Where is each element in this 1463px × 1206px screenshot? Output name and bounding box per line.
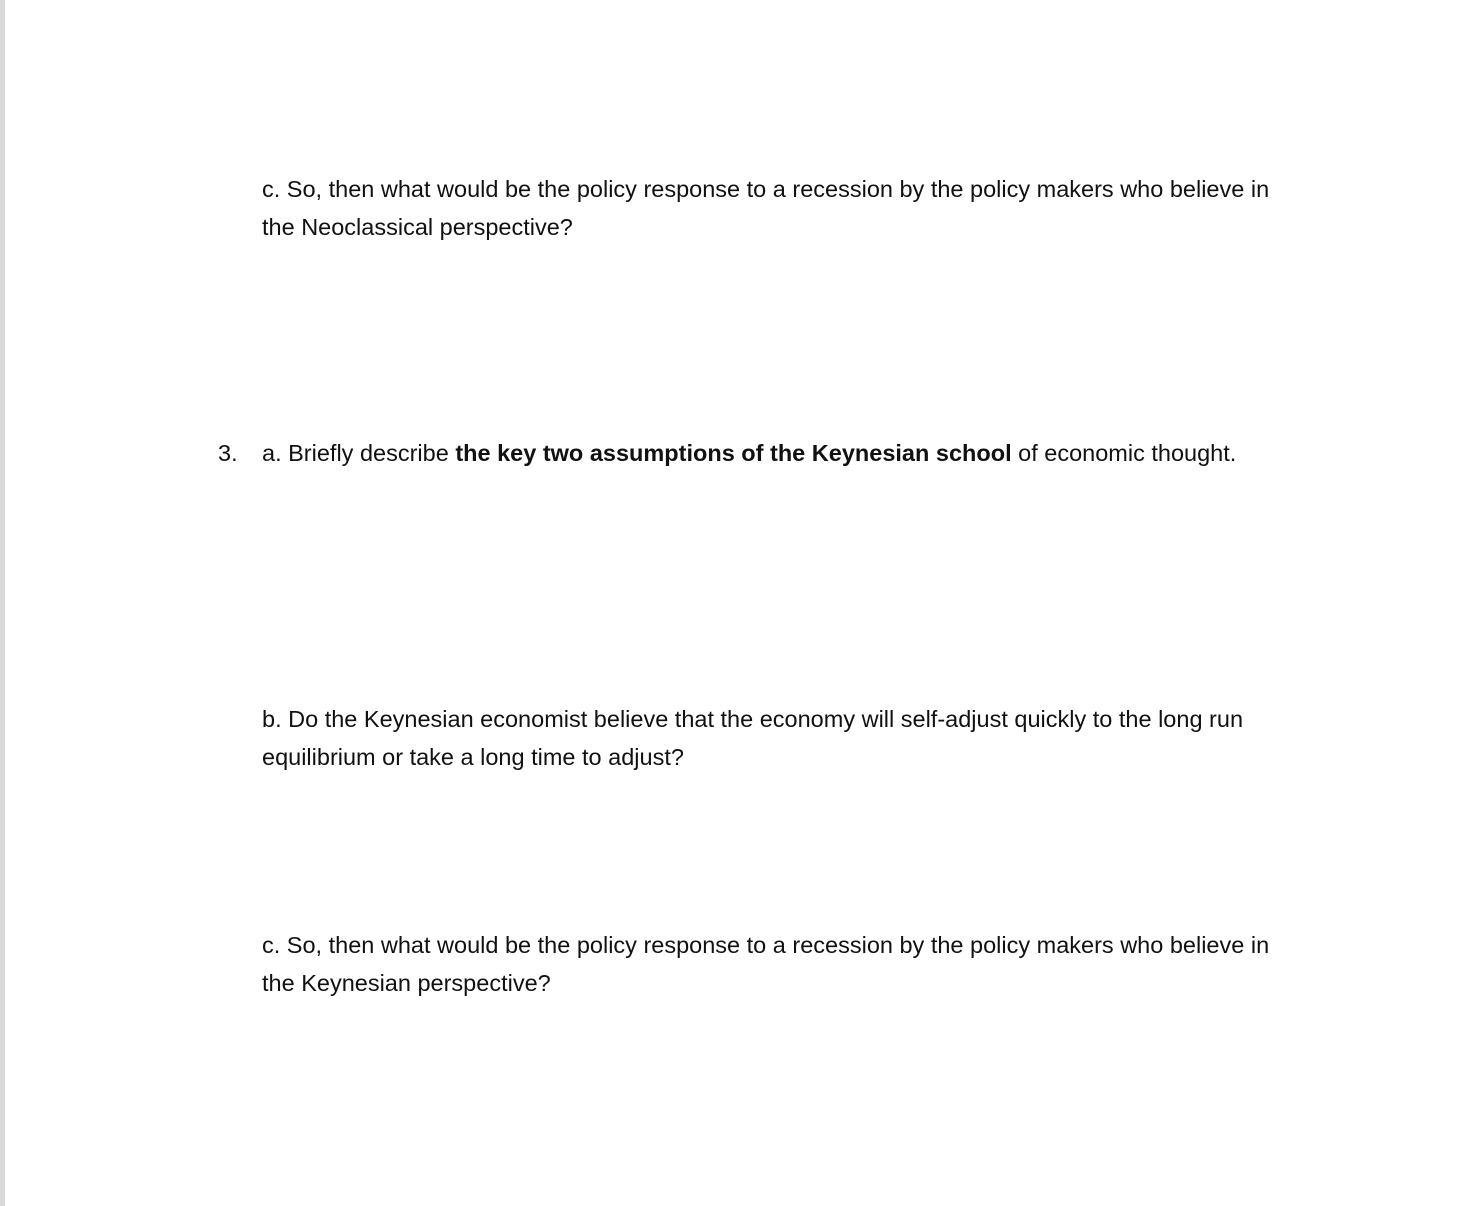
- question-3a-emphasis: the key two assumptions of the Keynesian school: [455, 440, 1012, 466]
- question-3b: b. Do the Keynesian economist believe that the economy will self-adjust quickly to the long run equilibrium or take a long time to adjust?: [262, 706, 1244, 770]
- question-3-number: 3.: [218, 440, 238, 466]
- question-3c: c. So, then what would be the policy response to a recession by the policy makers who believe in the Keynesian perspective?: [262, 932, 1270, 996]
- question-3a-prefix: a. Briefly describe: [262, 440, 456, 466]
- page-left-edge: [0, 0, 5, 1206]
- question-2c: c. So, then what would be the policy response to a recession by the policy makers who believe in the Neoclassical perspective?: [262, 176, 1270, 240]
- question-3a-suffix: of economic thought.: [1011, 440, 1237, 466]
- question-3a: [262, 434, 1292, 472]
